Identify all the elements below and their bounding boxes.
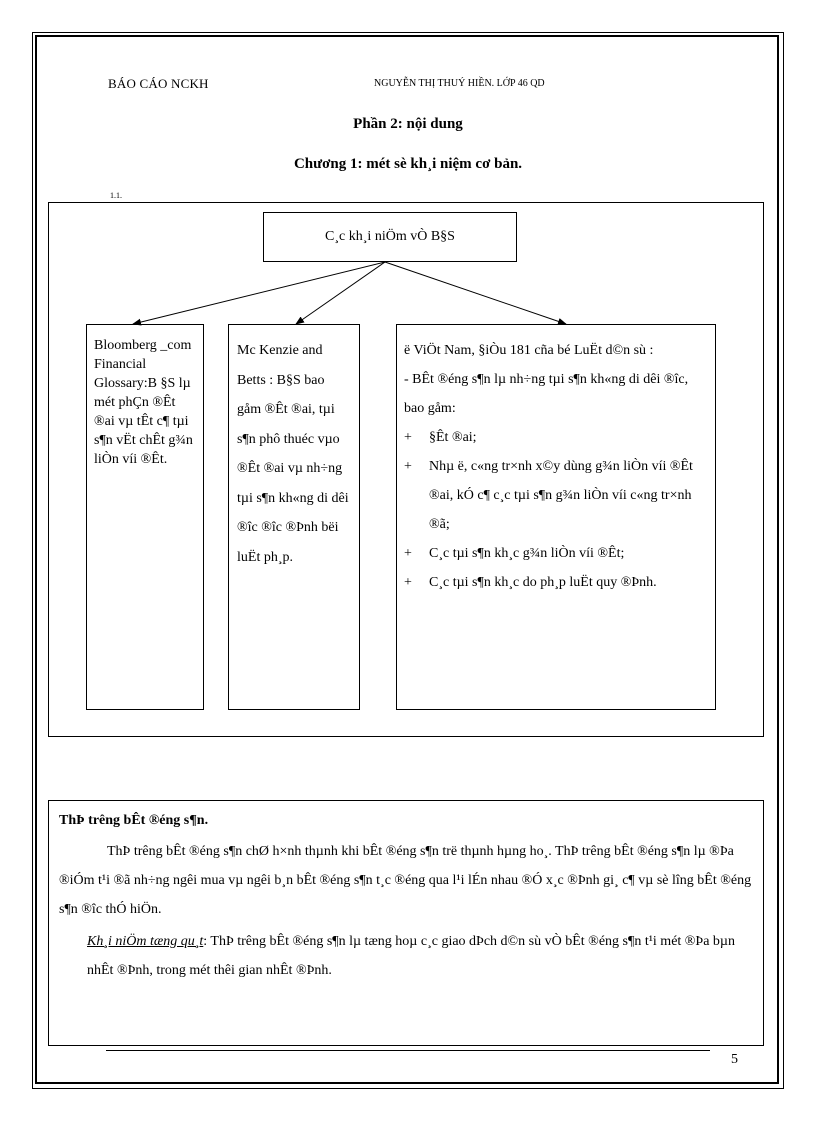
- market-text-box: [48, 800, 764, 1046]
- page-number: 5: [731, 1052, 738, 1067]
- list-item: [404, 539, 709, 568]
- arrow-to-vietnam-law: [385, 262, 566, 324]
- bullet-text: C¸c tµi s¶n kh¸c g¾n liÒn víi ®Êt;: [429, 546, 625, 561]
- market-paragraph: ThÞ trêng bÊt ®éng s¶n chØ h×nh thµnh khi bÊt ®éng s¶n trë thµnh hµng ho¸. ThÞ trêng bÊt ®éng s¶n lµ ®Þa ®iÓm t¹i ®ã nh÷ng ngêi mua vµ ngêi b¸n bÊt ®éng s¶n t¸c ®éng qua l¹i lÉn nhau ®Ó x¸c ®Þnh gi¸ c¶ vµ sè lîng bÊt ®éng s¶n ®îc thÓ hiÖn.: [59, 844, 752, 917]
- definition-box-bloomberg: [86, 324, 204, 710]
- arrow-to-bloomberg: [133, 262, 385, 324]
- vietnam-law-intro: ë ViÖt Nam, §iÒu 181 cña bé LuËt d©n sù :: [404, 343, 654, 358]
- bullet-text: §Êt ®ai;: [429, 430, 477, 445]
- header-right: NGUYỄN THỊ THUÝ HIỀN. LỚP 46 QD: [374, 78, 545, 89]
- definition-text: : ThÞ trêng bÊt ®éng s¶n lµ tæng hoµ c¸c giao dÞch d©n sù vÒ bÊt ®éng s¶n t¹i mét ®Þa bµn nhÊt ®Þnh, trong mét thêi gian nhÊt ®Þnh.: [87, 934, 736, 978]
- definition-label: Kh¸i niÖm tæng qu¸t: [87, 934, 204, 949]
- footer-rule: [106, 1050, 710, 1051]
- list-item: [404, 452, 709, 539]
- part-title: Phần 2: nội dung: [353, 116, 463, 132]
- list-item: [404, 423, 709, 452]
- section-number-fragment: 1.1.: [110, 191, 122, 200]
- definition-box-vietnam-law: [396, 324, 716, 710]
- diagram-root-label: C¸c kh¸i niÖm vÒ B§S: [325, 229, 455, 244]
- bullet-text: Nhµ ë, c«ng tr×nh x©y dùng g¾n liÒn víi ®Êt ®ai, kÓ c¶ c¸c tµi s¶n g¾n liÒn víi c«ng tr×nh ®ã;: [429, 459, 693, 532]
- bullet-mark: +: [404, 430, 412, 445]
- list-item: [404, 568, 709, 597]
- vietnam-law-lead: - BÊt ®éng s¶n lµ nh÷ng tµi s¶n kh«ng di dêi ®îc, bao gåm:: [404, 372, 689, 416]
- definition-text-bloomberg: Bloomberg _com Financial Glossary:B §S lµ mét phÇn ®Êt ®ai vµ tÊt c¶ tµi s¶n vËt chÊt g¾n liÒn víi ®Êt.: [94, 338, 193, 467]
- definition-text-mckenzie: Mc Kenzie and Betts : B§S bao gåm ®Êt ®ai, tµi s¶n phô thuéc vµo ®Êt ®ai vµ nh÷ng tµi s¶n kh«ng di dêi ®îc ®îc ®Þnh bëi luËt ph¸p.: [237, 343, 349, 565]
- chapter-title: Chương 1: mét sè kh¸i niệm cơ bản.: [293, 156, 523, 172]
- bullet-mark: +: [404, 546, 412, 561]
- bullet-mark: +: [404, 459, 412, 474]
- arrow-to-mckenzie: [296, 262, 385, 324]
- definition-box-mckenzie: [228, 324, 360, 710]
- market-definition: [59, 927, 755, 985]
- diagram-root-box: [263, 212, 517, 262]
- market-heading: ThÞ trêng bÊt ®éng s¶n.: [59, 813, 209, 828]
- bullet-text: C¸c tµi s¶n kh¸c do ph¸p luËt quy ®Þnh.: [429, 575, 657, 590]
- header-left: BÁO CÁO NCKH: [108, 76, 209, 91]
- bullet-mark: +: [404, 575, 412, 590]
